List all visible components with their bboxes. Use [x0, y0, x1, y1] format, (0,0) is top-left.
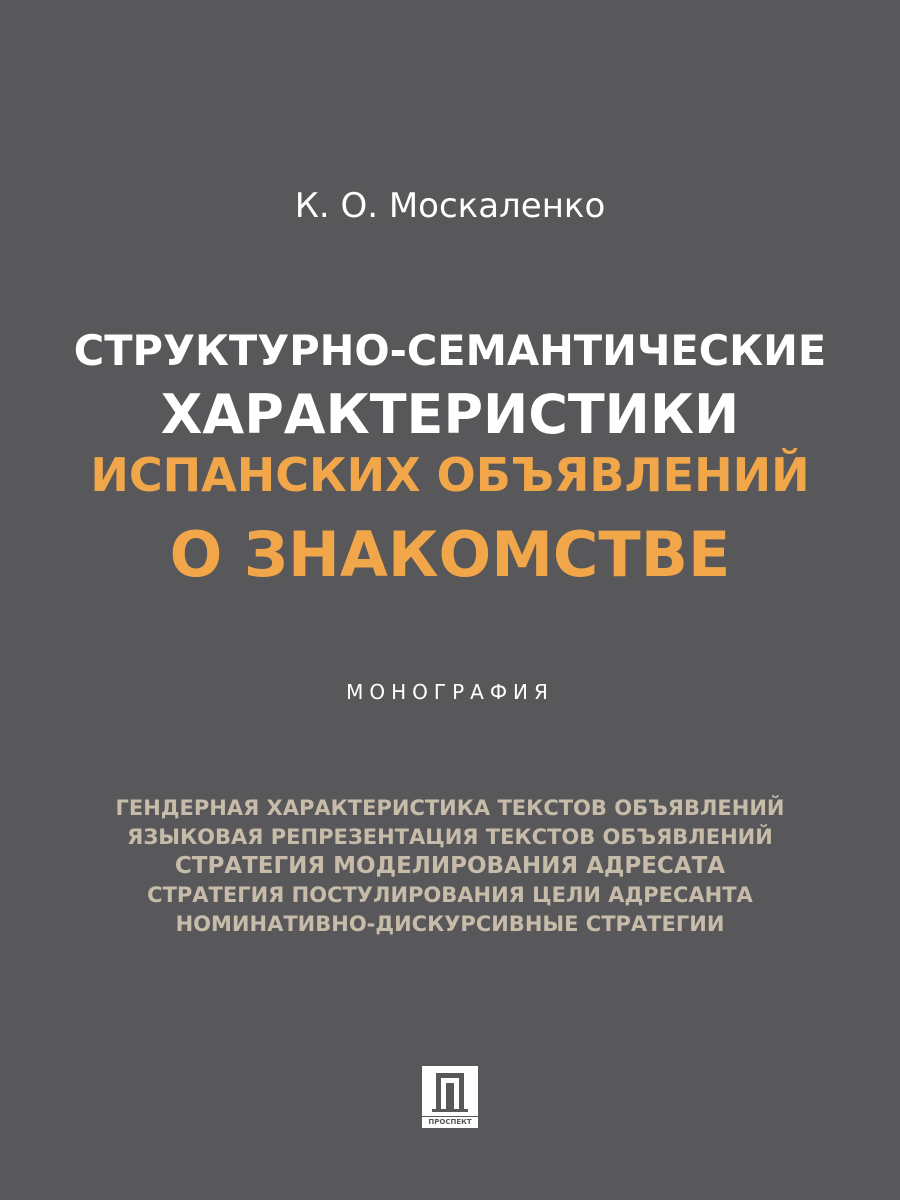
keyword-2: ЯЗЫКОВАЯ РЕПРЕЗЕНТАЦИЯ ТЕКСТОВ ОБЪЯВЛЕНИЙ [127, 825, 773, 849]
title-line-2: ХАРАКТЕРИСТИКИ [160, 383, 740, 446]
title-line-1: СТРУКТУРНО-СЕМАНТИЧЕСКИЕ [73, 326, 827, 375]
publisher-logo [422, 1066, 478, 1128]
publisher-name: ПРОСПЕКТ [422, 1117, 478, 1128]
author-name: К. О. Москаленко [294, 186, 606, 226]
keyword-3: СТРАТЕГИЯ МОДЕЛИРОВАНИЯ АДРЕСАТА [174, 853, 726, 879]
keyword-1: ГЕНДЕРНАЯ ХАРАКТЕРИСТИКА ТЕКСТОВ ОБЪЯВЛЕНИЙ [115, 796, 785, 820]
building-icon [422, 1066, 478, 1116]
title-line-4: О ЗНАКОМСТВЕ [169, 518, 731, 591]
genre-label: МОНОГРАФИЯ [346, 680, 554, 704]
title-line-3: ИСПАНСКИХ ОБЪЯВЛЕНИЙ [90, 448, 810, 502]
keywords-list [0, 794, 900, 939]
keyword-5: НОМИНАТИВНО-ДИСКУРСИВНЫЕ СТРАТЕГИИ [175, 912, 725, 936]
keyword-4: СТРАТЕГИЯ ПОСТУЛИРОВАНИЯ ЦЕЛИ АДРЕСАНТА [147, 883, 753, 907]
